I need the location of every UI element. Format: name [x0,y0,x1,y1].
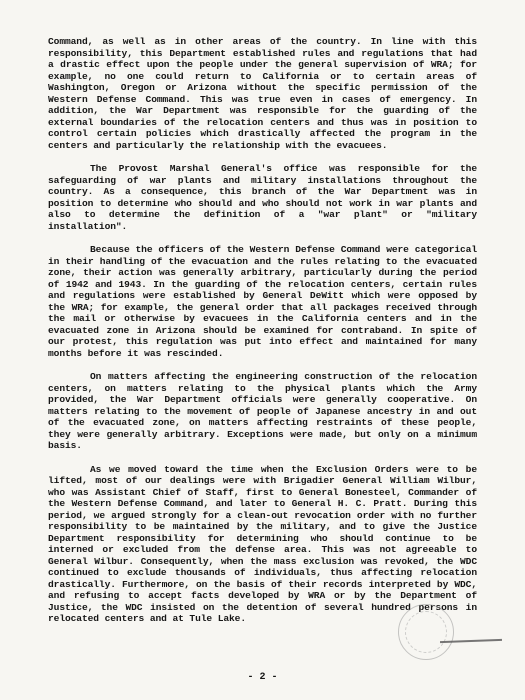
paragraph-3: Because the officers of the Western Defense Command were categorical in their handling of the evacuation and the rules relating to the evacuated zone, their action was generally arbitrary, particularly during the period of 1942 and 1943. In the guarding of the relocation centers, certain rules and regulations were established by General DeWitt which were opposed by the WRA; for example, the general order that all packages received through the mail or otherwise by evacuees in the California centers and in the evacuated zone in Arizona should be examined for contraband. In spite of our protest, this regulation was put into effect and maintained for many months before it was rescinded. [48,244,477,359]
page-number: - 2 - [247,672,278,683]
paragraph-4: On matters affecting the engineering construction of the relocation centers, on matters relating to the physical plants which the Army provided, the War Department officials were generally cooperative. On matters relating to the movement of people of Japanese ancestry in and out of the evacuated zone, on matters affecting restraints of these people, they were generally arbitrary. Exceptions were made, but only on a minimum basis. [48,371,477,451]
paragraph-2: The Provost Marshal General's office was responsible for the safeguarding of war plants and military installations throughout the country. As a consequence, this branch of the War Department was in position to determine who should and who should not work in war plants and also to determine the definition of a "war plant" or "military installation". [48,163,477,232]
paragraph-1: Command, as well as in other areas of the country. In line with this responsibility, this Department established rules and regulations that had a drastic effect upon the people under the general supervision of WRA; for example, no one could return to California or to certain areas of Washington, Oregon or Arizona without the specific permission of the Western Defense Command. This was true even in cases of emergency. In addition, the War Department was responsible for the guarding of the external boundaries of the relocation centers and thus was in position to control certain policies which drastically affected the program in the centers and particularly the relationship with the evacuees. [48,36,477,151]
archive-stamp-inner [405,611,447,653]
archive-stamp-icon [398,604,454,660]
paragraph-5: As we moved toward the time when the Exclusion Orders were to be lifted, most of our dealings were with Brigadier General William Wilbur, who was Assistant Chief of Staff, first to General Bonesteel, Commander of the Western Defense Command, and later to General H. C. Pratt. During this period, we argued strongly for a clean-out revocation order with no further responsibility to be maintained by the military, and to give the Justice Department responsibility for determining who should continue to be interned or excluded from the defense area. This was not agreeable to General Wilbur. Consequently, when the mass exclusion was revoked, the WDC continued to exclude thousands of individuals, thus affecting relocation drastically. Furthermore, on the basis of their records interpreted by WDC, and refusing to accept facts developed by WRA or by the Department of Justice, the WDC insisted on the detention of several hundred persons in relocated centers and at Tule Lake. [48,463,477,624]
